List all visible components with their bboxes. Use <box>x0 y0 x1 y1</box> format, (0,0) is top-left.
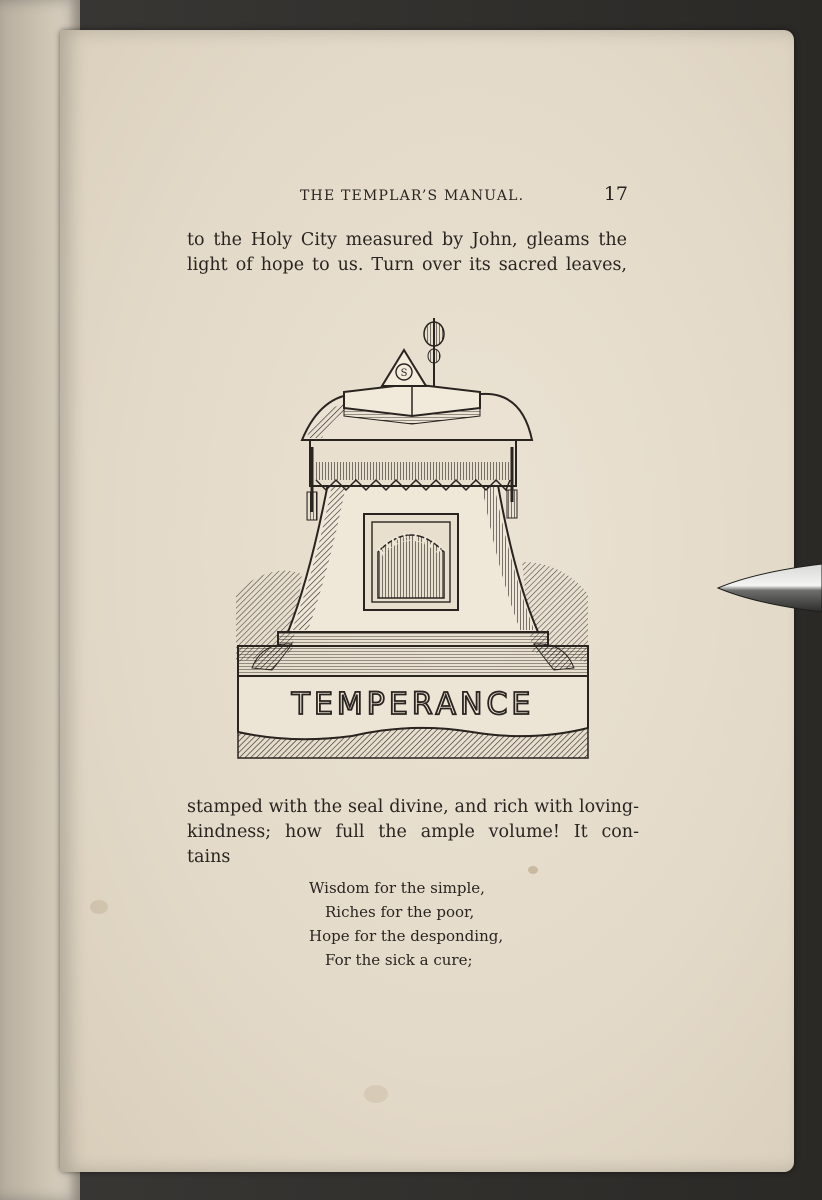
paragraph-bottom <box>187 795 639 870</box>
text-line: tains <box>187 847 231 867</box>
verse-line: Wisdom for the simple, <box>309 879 485 897</box>
metal-page-pointer <box>716 558 822 618</box>
page-number: 17 <box>603 183 628 205</box>
base-inscription: TEMPERANCE <box>291 687 535 722</box>
paragraph-top <box>187 228 627 278</box>
foxing-spot <box>364 1085 388 1103</box>
running-header <box>292 183 628 208</box>
temperance-altar-engraving <box>232 312 594 764</box>
text-line: kindness; how full the ample volume! It con- <box>187 822 639 842</box>
text-line: light of hope to us. Turn over its sacred leaves, <box>187 255 627 275</box>
verse-line: Hope for the desponding, <box>309 927 504 945</box>
seal-letter: S <box>400 368 408 379</box>
running-head-title: THE TEMPLAR’S MANUAL. <box>300 188 525 204</box>
verse-line: Riches for the poor, <box>325 903 475 921</box>
verse-line: For the sick a cure; <box>325 951 473 969</box>
text-line: to the Holy City measured by John, gleams the <box>187 230 627 250</box>
verse-stanza <box>305 876 545 972</box>
arch-inscription: FIDELITY <box>374 530 448 559</box>
foxing-spot <box>90 900 108 914</box>
text-line: stamped with the seal divine, and rich with loving- <box>187 797 639 817</box>
